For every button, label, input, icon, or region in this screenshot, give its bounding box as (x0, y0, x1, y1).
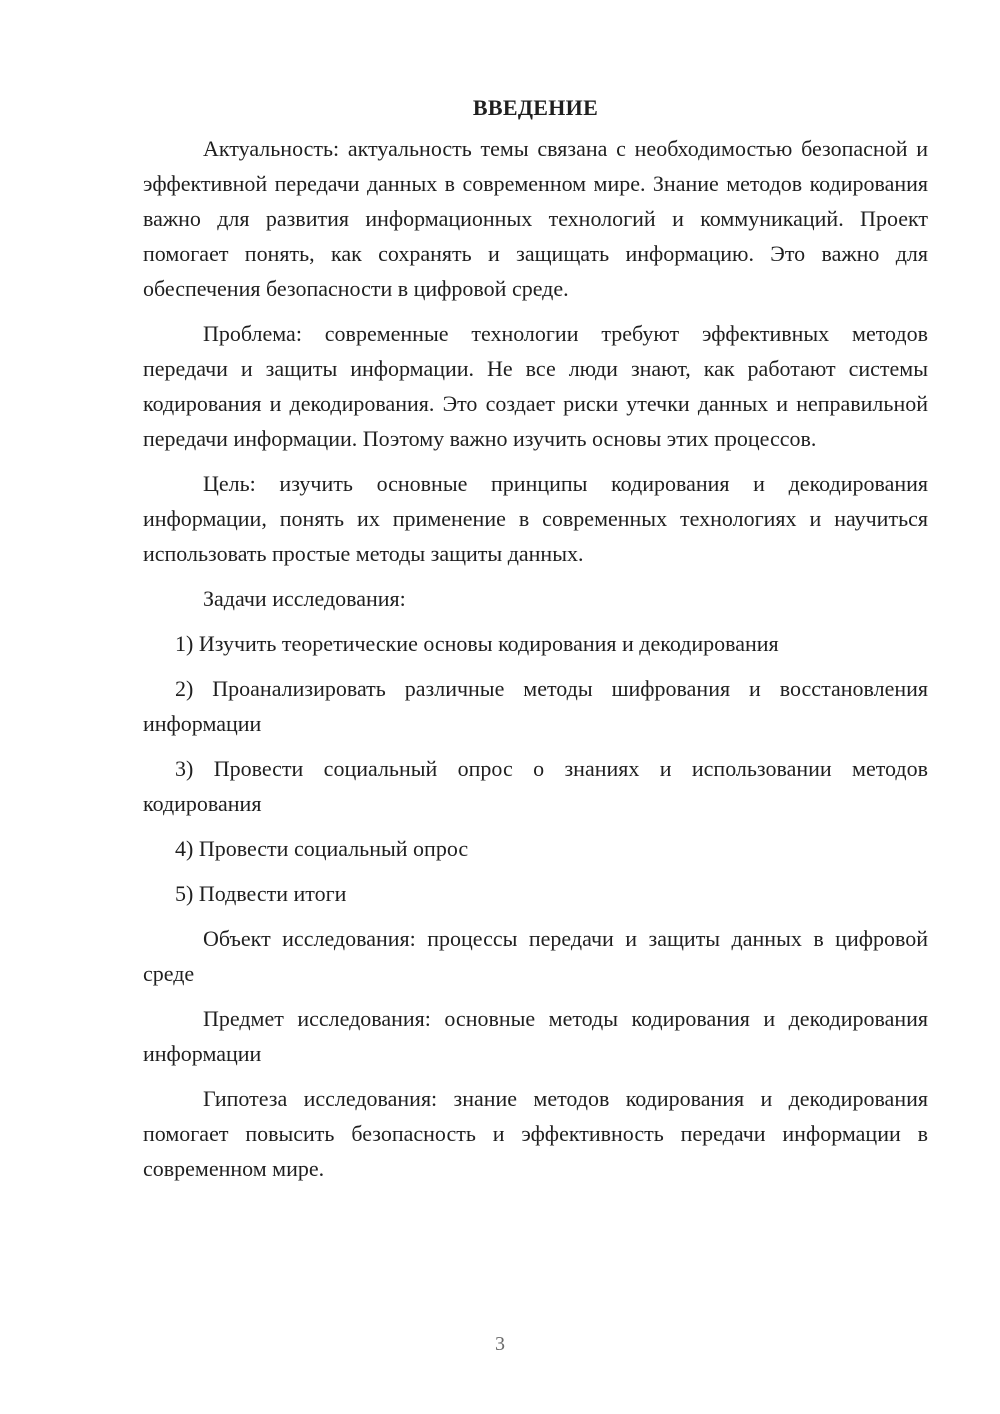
task-item-4: 4) Провести социальный опрос (175, 836, 469, 861)
task-item-3: 3) Провести социальный опрос о знаниях и использовании методов кодирования (143, 756, 928, 816)
task-item-1: 1) Изучить теоретические основы кодирования и декодирования (175, 631, 779, 656)
relevance-paragraph: Актуальность: актуальность темы связана с необходимостью безопасной и эффективной передачи данных в современном мире. Знание методов кодирования важно для развития информационных технологий и коммуникаций. Проект помогает понять, как сохранять и защищать информацию. Это важно для обеспечения безопасности в цифровой среде. (143, 136, 928, 301)
tasks-heading: Задачи исследования: (203, 586, 406, 611)
object-paragraph: Объект исследования: процессы передачи и защиты данных в цифровой среде (143, 926, 928, 986)
page-number: 3 (495, 1333, 505, 1355)
task-item-2: 2) Проанализировать различные методы шифрования и восстановления информации (143, 676, 928, 736)
task-item-5: 5) Подвести итоги (175, 881, 347, 906)
subject-paragraph: Предмет исследования: основные методы кодирования и декодирования информации (143, 1006, 928, 1066)
document-page (143, 90, 928, 1196)
hypothesis-paragraph: Гипотеза исследования: знание методов кодирования и декодирования помогает повысить безопасность и эффективность передачи информации в современном мире. (143, 1086, 928, 1181)
goal-paragraph: Цель: изучить основные принципы кодирования и декодирования информации, понять их применение в современных технологиях и научиться использовать простые методы защиты данных. (143, 471, 928, 566)
page-title: ВВЕДЕНИЕ (472, 95, 599, 120)
problem-paragraph: Проблема: современные технологии требуют эффективных методов передачи и защиты информации. Не все люди знают, как работают системы кодирования и декодирования. Это создает риски утечки данных и неправильной передачи информации. Поэтому важно изучить основы этих процессов. (143, 321, 928, 451)
